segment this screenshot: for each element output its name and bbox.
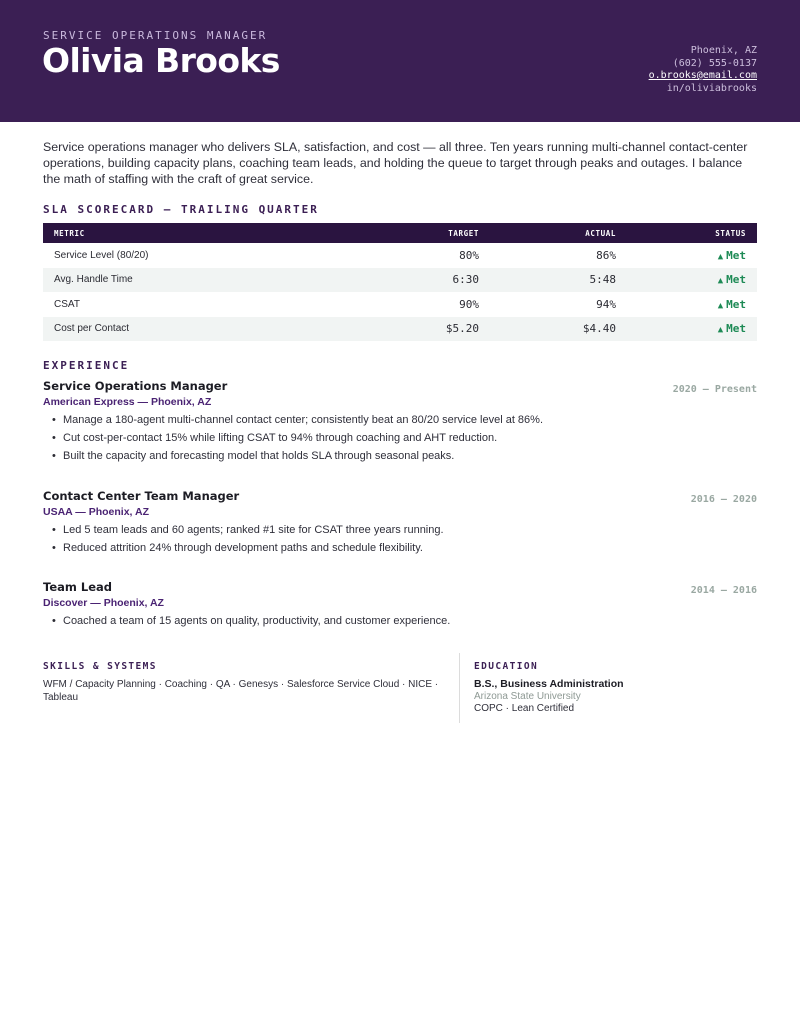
candidate-name: Olivia Brooks (42, 41, 280, 80)
experience-section-title: EXPERIENCE (43, 359, 130, 372)
actual-cell: $4.40 (582, 322, 616, 336)
job-title: Team Lead (43, 580, 112, 594)
status-cell (616, 273, 757, 286)
job-title: Service Operations Manager (43, 379, 228, 393)
bullet-item: • Coached a team of 15 agents on quality, productivity, and customer experience. (43, 612, 757, 630)
status-text: Met (726, 322, 746, 336)
job-title-kicker: SERVICE OPERATIONS MANAGER (43, 29, 268, 42)
triangle-up-icon: ▲ (717, 325, 724, 336)
actual-cell: 94% (596, 297, 616, 311)
scorecard-section-title: SLA SCORECARD — TRAILING QUARTER (43, 203, 319, 216)
bullet-item: • Cut cost-per-contact 15% while lifting CSAT to 94% through coaching and AHT reduction. (43, 429, 757, 447)
metric-cell: CSAT (54, 298, 80, 310)
bullet-item: • Built the capacity and forecasting model that holds SLA through seasonal peaks. (43, 447, 757, 465)
table-row (43, 317, 757, 342)
resume-header (0, 0, 800, 122)
education-degree: B.S., Business Administration (474, 678, 624, 690)
metric-cell: Service Level (80/20) (54, 249, 149, 261)
status-cell (616, 298, 757, 311)
job-title: Contact Center Team Manager (43, 489, 240, 503)
job-organization: American Express — Phoenix, AZ (43, 396, 212, 408)
table-header-row (43, 223, 757, 243)
education-section-title: EDUCATION (474, 661, 539, 672)
summary-paragraph: Service operations manager who delivers SLA, satisfaction, and cost — all three. Ten years running multi-channel contact-center operations, building capacity plans, coaching team leads, and holding the queue to target through peaks and outages. I balance the math of staffing with the craft of great service. (43, 140, 748, 186)
actual-cell: 86% (596, 248, 616, 262)
actual-cell: 5:48 (589, 273, 616, 287)
contact-linkedin: in/oliviabrooks (666, 82, 757, 94)
table-row (43, 243, 757, 268)
header-status: STATUS (715, 228, 746, 238)
skills-list: WFM / Capacity Planning · Coaching · QA · Genesys · Salesforce Service Cloud · NICE · Tableau (43, 679, 439, 703)
bullet-item: • Led 5 team leads and 60 agents; ranked #1 site for CSAT three years running. (43, 521, 757, 539)
job-entry (43, 489, 757, 557)
column-divider (459, 653, 460, 723)
job-bullets (43, 612, 757, 630)
job-bullets (43, 411, 757, 465)
job-organization: Discover — Phoenix, AZ (43, 597, 164, 609)
status-text: Met (726, 297, 746, 311)
triangle-up-icon: ▲ (717, 251, 724, 262)
job-bullets (43, 521, 757, 557)
status-text: Met (726, 273, 746, 287)
job-dates: 2020 — Present (672, 384, 757, 395)
education-school: Arizona State University (474, 691, 581, 702)
contact-email-link[interactable]: o.brooks@email.com (648, 70, 757, 81)
skills-section (43, 661, 443, 704)
header-target: TARGET (448, 228, 479, 238)
header-metric: METRIC (54, 228, 85, 238)
skills-section-title: SKILLS & SYSTEMS (43, 661, 157, 672)
target-cell: 80% (459, 248, 479, 262)
table-row (43, 292, 757, 317)
bullet-item: • Manage a 180-agent multi-channel contact center; consistently beat an 80/20 service level at 86%. (43, 411, 757, 429)
education-section (474, 661, 757, 714)
status-text: Met (726, 248, 746, 262)
target-cell: 90% (459, 297, 479, 311)
metric-cell: Cost per Contact (54, 323, 130, 335)
status-cell (616, 322, 757, 335)
header-actual: ACTUAL (585, 228, 616, 238)
table-row (43, 268, 757, 293)
target-cell: 6:30 (452, 273, 479, 287)
bullet-item: • Reduced attrition 24% through development paths and schedule flexibility. (43, 539, 757, 557)
triangle-up-icon: ▲ (717, 276, 724, 287)
metric-cell: Avg. Handle Time (54, 274, 133, 286)
job-organization: USAA — Phoenix, AZ (43, 506, 149, 518)
education-certifications: COPC · Lean Certified (474, 703, 575, 714)
job-dates: 2014 — 2016 (690, 585, 757, 596)
target-cell: $5.20 (445, 322, 479, 336)
triangle-up-icon: ▲ (717, 300, 724, 311)
contact-block (649, 45, 757, 95)
job-entry (43, 379, 757, 465)
contact-location: Phoenix, AZ (690, 45, 757, 56)
status-cell (616, 249, 757, 262)
sla-scorecard-table (43, 223, 757, 341)
job-dates: 2016 — 2020 (690, 494, 757, 505)
job-entry (43, 580, 757, 630)
contact-phone: (602) 555-0137 (672, 57, 757, 69)
